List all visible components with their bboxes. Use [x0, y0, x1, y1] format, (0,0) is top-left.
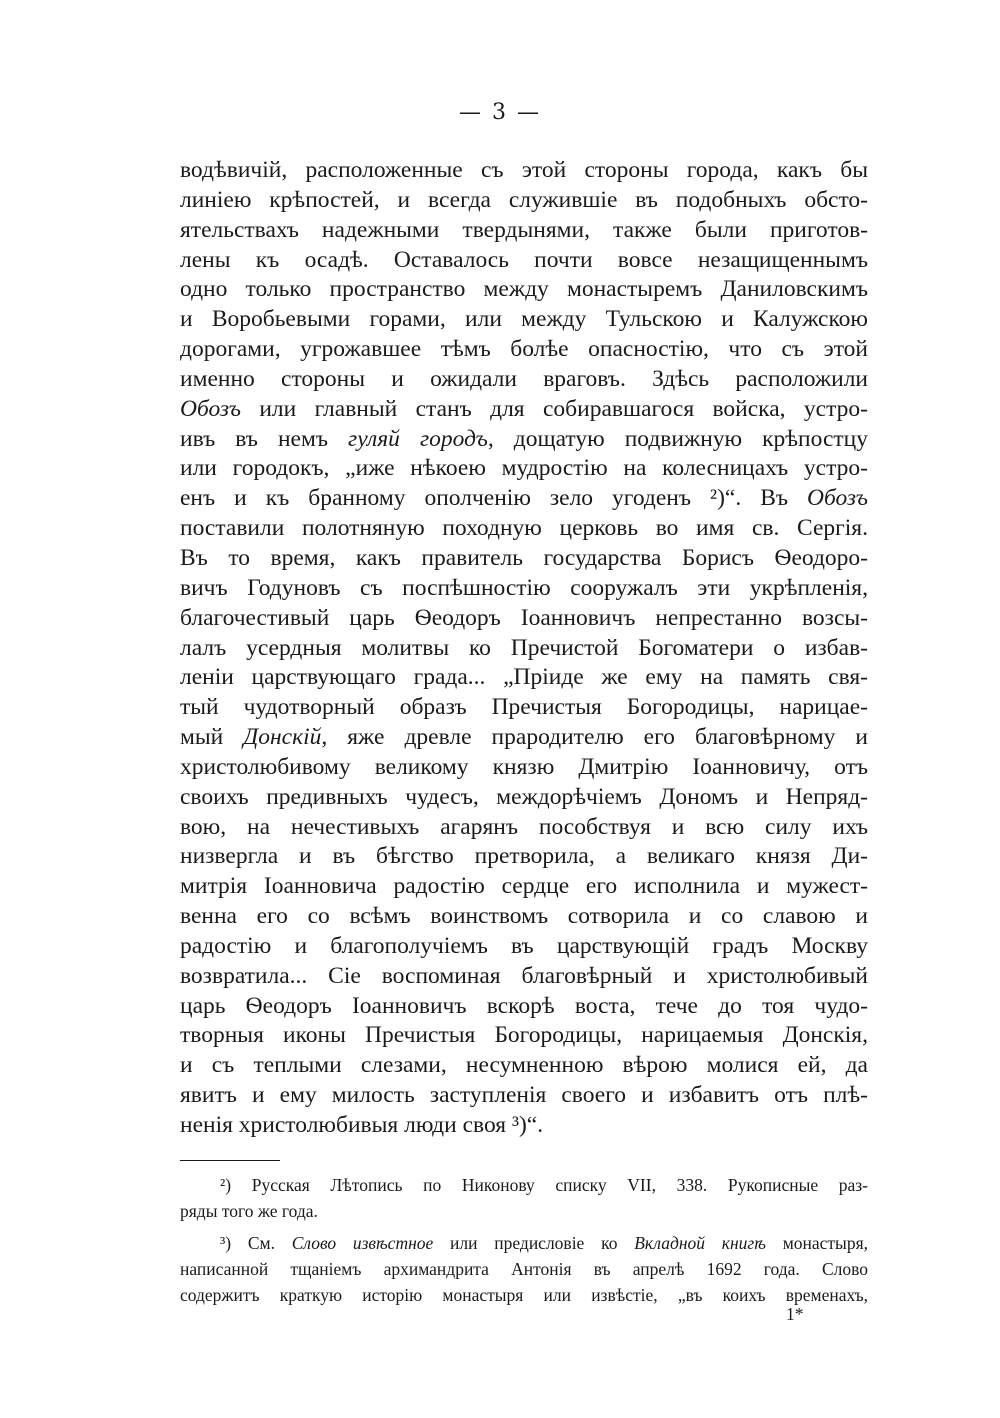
text-segment: , дощатую подвижную крѣпостцу: [487, 425, 868, 452]
text-line: христолюбивому великому князю Дмитрію Іоанновичу, отъ: [180, 753, 868, 780]
italic-phrase: Донскій: [243, 724, 322, 751]
page-number: — 3 —: [459, 100, 541, 125]
text-line: именно стороны и ожидали враговъ. Здѣсь расположили: [180, 365, 868, 392]
text-segment: монастыря,: [765, 1233, 868, 1253]
text-line: радостію и благополучіемъ въ царствующій градъ Москву: [180, 932, 868, 959]
text-line: Въ то время, какъ правитель государства Борисъ Ѳеодоро-: [180, 544, 868, 571]
text-segment: , яже древле прародителю его благовѣрному и: [321, 724, 868, 751]
text-segment: енъ и къ бранному ополченію зело угоденъ ²)“. Въ: [180, 485, 808, 512]
text-line: [180, 425, 868, 455]
footnote-3-line: [180, 1230, 868, 1256]
footnotes: [180, 1172, 868, 1308]
text-line: и съ теплыми слезами, несумненною вѣрою молися ей, да: [180, 1052, 868, 1079]
footnote-rule: [180, 1160, 280, 1161]
text-line: одно только пространство между монастыремъ Даниловскимъ: [180, 276, 868, 303]
footnote-3-line: содержитъ краткую исторію монастыря или извѣстіе, „въ коихъ временахъ,: [180, 1285, 868, 1305]
text-line: возвратила... Сіе воспоминая благовѣрный и христолюбивый: [180, 962, 868, 989]
text-line: ненія христолюбивыя люди своя ³)“.: [180, 1112, 544, 1138]
text-line: и Воробьевыми горами, или между Тульскою и Калужскою: [180, 306, 868, 333]
signature-mark: 1*: [786, 1304, 804, 1324]
footnote-2-line: ряды того же года.: [180, 1201, 318, 1221]
text-line: леніи царствующаго града... „Пріиде же ему на память свя-: [180, 664, 868, 691]
text-line: лалъ усердныя молитвы ко Пречистой Богоматери о избав-: [180, 634, 868, 661]
text-segment: ³) См.: [220, 1233, 292, 1253]
italic-phrase: Обозъ: [807, 485, 868, 512]
footnote-3-line: написанной тщаніемъ архимандрита Антонія въ апрелѣ 1692 года. Слово: [180, 1259, 868, 1279]
text-line: явитъ и ему милость заступленія своего и избавитъ отъ плѣ-: [180, 1082, 868, 1109]
text-line: благочестивый царь Ѳеодоръ Іоанновичъ непрестанно возсы-: [180, 604, 868, 631]
text-line: царь Ѳеодоръ Іоанновичъ вскорѣ воста, тече до тоя чудо-: [180, 992, 868, 1019]
text-line: ятельствахъ надежными твердынями, также были приготов-: [180, 216, 868, 243]
text-line: низвергла и въ бѣгство претворила, а великаго князя Ди-: [180, 843, 868, 870]
text-line: водѣвичій, расположенные съ этой стороны города, какъ бы: [180, 157, 868, 183]
body-text: [180, 156, 868, 1141]
text-segment: ивъ въ немъ: [180, 425, 349, 452]
italic-phrase: Обозъ: [180, 395, 241, 422]
text-line: [180, 723, 868, 753]
text-line: [180, 484, 868, 514]
text-line: лены къ осадѣ. Оставалось почти вовсе незащищеннымъ: [180, 246, 868, 273]
text-line: своихъ предивныхъ чудесъ, междорѣчіемъ Дономъ и Непряд-: [180, 783, 868, 810]
italic-phrase: гуляй городъ: [348, 425, 488, 452]
text-line: [180, 395, 868, 425]
text-segment: мый: [180, 724, 244, 751]
text-line: творныя иконы Пречистыя Богородицы, нарицаемыя Донскія,: [180, 1022, 868, 1049]
text-line: тый чудотворный образъ Пречистыя Богородицы, нарицае-: [180, 694, 868, 721]
text-line: дорогами, угрожавшее тѣмъ болѣе опасностію, что съ этой: [180, 336, 868, 363]
text-line: поставили полотняную походную церковь во имя св. Сергія.: [180, 515, 868, 542]
text-line: митрія Іоанновича радостію сердце его исполнила и мужест-: [180, 873, 868, 900]
italic-phrase: Вкладной книгѣ: [634, 1233, 766, 1253]
text-segment: или предисловіе ко: [433, 1233, 635, 1253]
text-line: вичъ Годуновъ съ поспѣшностію сооружалъ эти укрѣпленія,: [180, 574, 868, 601]
footnote-2-line: ²) Русская Лѣтопись по Никонову списку VII, 338. Рукописные раз-: [220, 1175, 868, 1195]
text-line: или городокъ, „иже нѣкоею мудростію на колесницахъ устро-: [180, 455, 868, 482]
text-line: линіею крѣпостей, и всегда служившіе въ подобныхъ обсто-: [180, 186, 868, 213]
text-segment: или главный станъ для собиравшагося войска, устро-: [240, 395, 868, 422]
italic-phrase: Слово извѣстное: [291, 1233, 434, 1253]
text-line: вою, на нечестивыхъ агарянъ пособствуя и всю силу ихъ: [180, 813, 868, 840]
text-line: венна его со всѣмъ воинствомъ сотворила и со славою и: [180, 903, 868, 930]
